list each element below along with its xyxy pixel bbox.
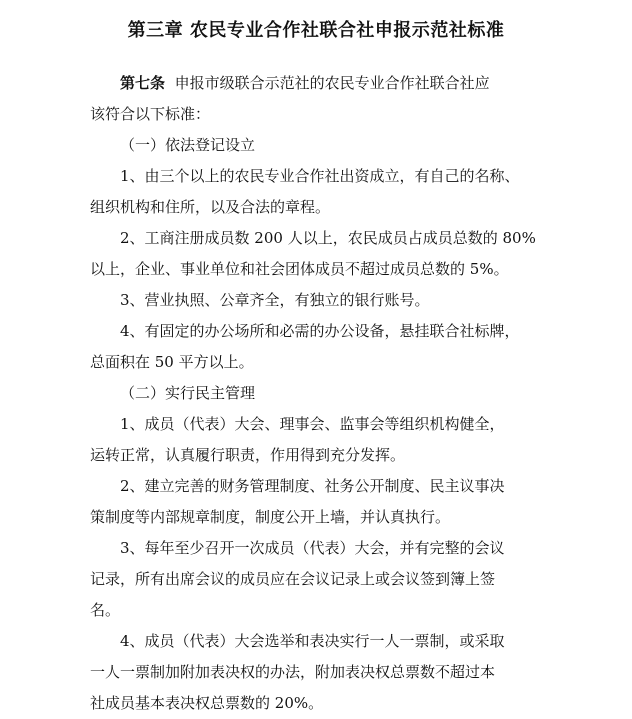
paragraph-text: 策制度等内部规章制度，制度公开上墙，并认真执行。 (90, 508, 451, 526)
chapter-title: 第三章 农民专业合作社联合社申报示范社标准 (127, 20, 505, 41)
paragraph-text: 申报市级联合示范社的农民专业合作社联合社应 (174, 74, 490, 92)
paragraph-text: 1、由三个以上的农民专业合作社出资成立，有自己的名称、 (120, 167, 520, 185)
paragraph-text: 组织机构和住所，以及合法的章程。 (90, 198, 331, 216)
paragraph-text: 2、建立完善的财务管理制度、社务公开制度、民主议事决 (120, 477, 505, 495)
article-label: 第七条 (120, 74, 166, 92)
paragraph-text: 社成员基本表决权总票数的 20%。 (90, 694, 324, 712)
paragraph-text: 名。 (90, 601, 121, 619)
section-heading: （二）实行民主管理 (120, 384, 256, 402)
paragraph-text: 3、营业执照、公章齐全，有独立的银行账号。 (120, 291, 430, 309)
paragraph-text: 2、工商注册成员数 200 人以上，农民成员占成员总数的 80% (120, 229, 536, 247)
paragraph-text: 3、每年至少召开一次成员（代表）大会，并有完整的会议 (120, 539, 505, 557)
paragraph-text: 1、成员（代表）大会、理事会、监事会等组织机构健全， (120, 415, 505, 433)
paragraph-text: 一人一票制加附加表决权的办法，附加表决权总票数不超过本 (90, 663, 496, 681)
section-heading: （一）依法登记设立 (120, 136, 256, 154)
document-body (90, 68, 556, 719)
article-heading-line (90, 68, 556, 99)
paragraph-text: 该符合以下标准： (90, 105, 211, 123)
paragraph-text: 4、成员（代表）大会选举和表决实行一人一票制，或采取 (120, 632, 505, 650)
paragraph-text: 记录，所有出席会议的成员应在会议记录上或会议签到簿上签 (90, 570, 496, 588)
paragraph-text: 总面积在 50 平方以上。 (90, 353, 254, 371)
paragraph-text: 运转正常，认真履行职责，作用得到充分发挥。 (90, 446, 406, 464)
paragraph-text: 4、有固定的办公场所和必需的办公设备，悬挂联合社标牌， (120, 322, 520, 340)
paragraph-text: 以上，企业、事业单位和社会团体成员不超过成员总数的 5%。 (90, 260, 509, 278)
